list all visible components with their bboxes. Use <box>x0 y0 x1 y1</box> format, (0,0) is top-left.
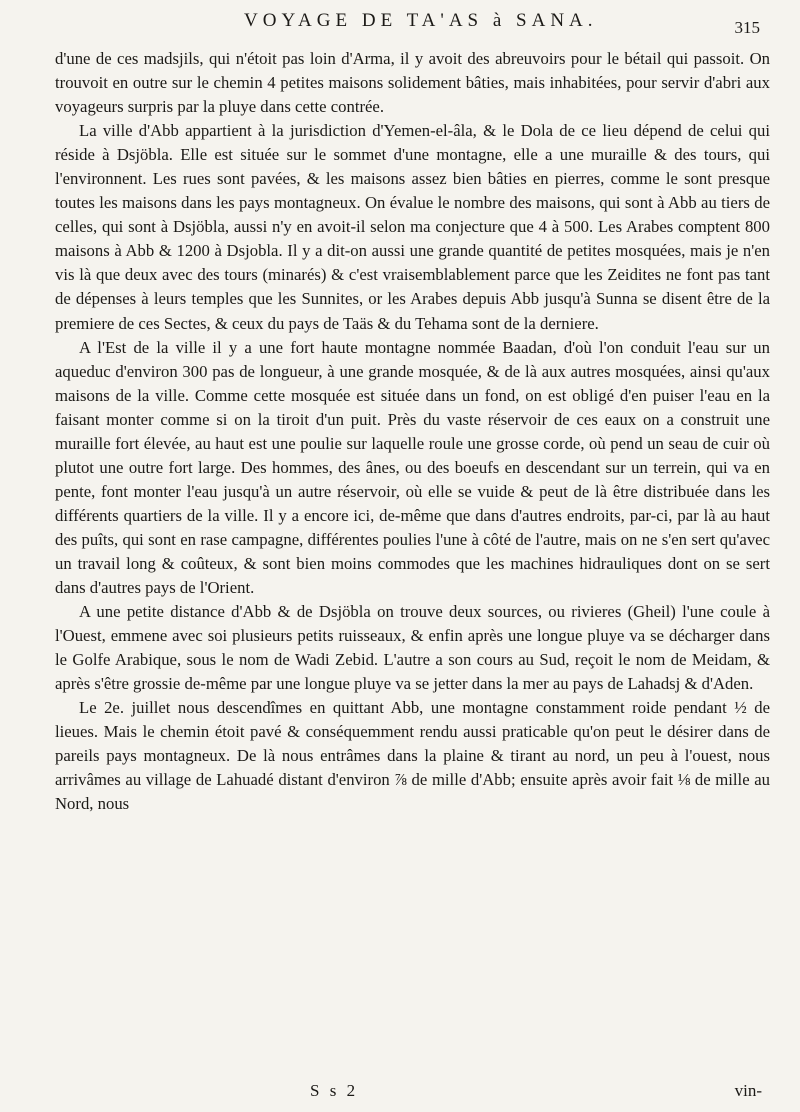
paragraph: La ville d'Abb appartient à la jurisdiction d'Yemen-el-âla, & le Dola de ce lieu dépend de celui qui réside à Dsjöbla. Elle est située sur le sommet d'une montagne, elle a une muraille & des tours, qui l'environnent. Les rues sont pavées, & les maisons assez bien bâties en pierres, comme le sont presque toutes les maisons dans les pays montagneux. On évalue le nombre des maisons, qui sont à Abb au tiers de celles, qui sont à Dsjöbla, aussi n'y en avoit-il selon ma conjecture que 4 à 500. Les Arabes comptent 800 maisons à Abb & 1200 à Dsjobla. Il y a dit-on aussi une grande quantité de petites mosquées, mais je n'en vis là que deux avec des tours (minarés) & c'est vraisemblablement parce que les Zeidites ne font pas tant de dépenses à leurs temples que les Sunnites, or les Arabes depuis Abb jusqu'à Sunna se disent être de la premiere de ces Sectes, & ceux du pays de Taäs & du Tehama sont de la derniere. <box>55 121 770 333</box>
body-text <box>55 47 770 817</box>
paragraph: A l'Est de la ville il y a une fort haute montagne nommée Baadan, d'où l'on conduit l'eau sur un aqueduc d'environ 300 pas de longueur, à une grande mosquée, & de là aux autres mosquées, ainsi qu'aux maisons de la ville. Comme cette mosquée est située dans un fond, on est obligé d'en puiser l'eau en la faisant monter comme si on la tiroit d'un puit. Près du vaste réservoir de ces eaux on a construit une muraille fort élevée, au haut est une poulie sur laquelle roule une grosse corde, où pend un seau de cuir où plutot une outre fort large. Des hommes, des ânes, ou des boeufs en descendant sur un terrein, qui va en pente, font monter l'eau jusqu'à un autre réservoir, où elle se vuide & peut de là être distribuée dans les différents quartiers de la ville. Il y a encore ici, de-même que dans d'autres endroits, par-ci, par là au haut des puîts, qui sont en rase campagne, différentes poulies l'une à côté de l'autre, mais on ne s'en sert qu'avec un travail long & coûteux, & sont bien moins commodes que les machines hidrauliques dont on se sert dans d'autres pays de l'Orient. <box>55 337 770 598</box>
paragraph: A une petite distance d'Abb & de Dsjöbla on trouve deux sources, ou rivieres (Gheil) l'une coule à l'Ouest, emmene avec soi plusieurs petits ruisseaux, & enfin après une longue pluye va se décharger dans le Golfe Arabique, sous le nom de Wadi Zebid. L'autre a son cours au Sud, reçoit le nom de Meidam, & après s'être grossie de-même par une longue pluye va se jetter dans la mer au pays de Lahadsj & d'Aden. <box>55 602 770 694</box>
signature-mark: S s 2 <box>310 1081 359 1100</box>
running-title: VOYAGE DE TA'AS à SANA. <box>244 10 598 31</box>
paragraph: d'une de ces madsjils, qui n'étoit pas loin d'Arma, il y avoit des abreuvoirs pour le bétail qui passoit. On trouvoit en outre sur le chemin 4 petites maisons solidement bâties, mais inhabitées, pour servir d'abri aux voyageurs surpris par la pluye dans cette contrée. <box>55 49 770 117</box>
catchword: vin- <box>734 1081 762 1100</box>
page-number: 315 <box>734 18 760 37</box>
paragraph: Le 2e. juillet nous descendîmes en quittant Abb, une montagne constamment roide pendant ½ de lieues. Mais le chemin étoit pavé & conséquemment rendu aussi praticable qu'on peut le désirer dans de pareils pays montagneux. De là nous entrâmes dans la plaine & tirant au nord, un peu à l'ouest, nous arrivâmes au village de Lahuadé distant d'environ ⅞ de mille d'Abb; ensuite après avoir fait ⅛ de mille au Nord, nous <box>55 698 770 814</box>
